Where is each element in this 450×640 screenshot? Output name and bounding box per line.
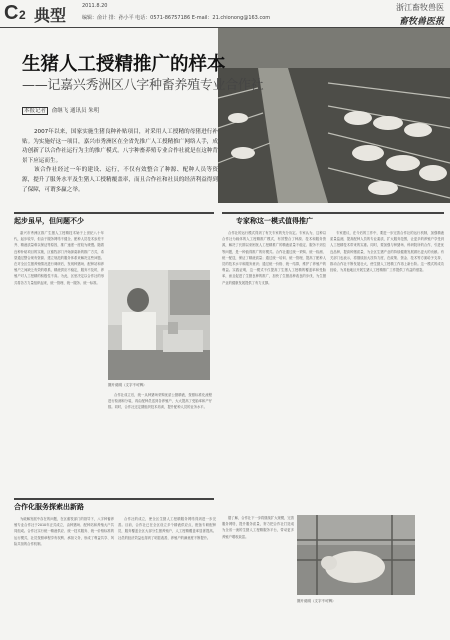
lab-photo-caption: 图片说明（文字不可辨） — [108, 383, 147, 387]
body-column: 合作社成立后，统一从种猪场采购优质公猪精液，按照标准化流程进行检测和分装，再由配种员送到各养殖户，大大提高了受胎率和产仔数。同时，合作社还定期组织技术培训，提升配种人员的业务水平。 — [108, 393, 212, 410]
section-rule — [14, 212, 214, 214]
reporter-label: 本报记者 — [24, 108, 47, 114]
paper-name: 浙江畜牧兽医 — [396, 3, 444, 12]
article-subtitle: ——记嘉兴秀洲区八字种畜养殖专业合作社 — [22, 78, 264, 93]
section-name: 典型 — [34, 6, 67, 25]
body-column: 据了解，合作社下一步将继续扩大规模，完善服务网络，提升服务质量，努力把合作社打造成为全省一流的生猪人工授精服务平台，带动更多养殖户增收致富。 — [222, 516, 294, 539]
section-rule — [14, 498, 214, 500]
section-letter: C — [4, 2, 19, 24]
section-number: 2 — [19, 8, 26, 22]
issue-date: 2011.8.20 — [82, 3, 108, 9]
editor-contact: 编辑：俞计 排：孙小平 电话：0571-86757186 E-mail：21.chionong@163.com — [82, 15, 271, 21]
lead-paragraph: 该合作社经过一年的建设、运行，不仅有效整合了种源、配种人员等资源，提升了服务水平及生猪人工授精覆盖率，而且合作社和社员的经济利益得到了保障，可谓多赢之举。 — [22, 167, 218, 193]
body-column: 专家建议，在今后的工作中，要进一步完善合作社的运行机制，加强精液质量监测，提高配种人员的专业素质，扩大服务范围，让更多的养殖户享受到人工授精技术带来的实惠。同时，要加强与种猪场、科研院所的合作，引进优良品种，提高种猪质量，为全区生猪产业的持续健康发展做出更大的贡献。有关部门也表示，将继续加大扶持力度，在政策、资金、技术等方面给予支持，推动合作社不断发展壮大，使生猪人工授精工作再上新台阶。这一模式的成功经验，为其他地区开展生猪人工授精推广工作提供了有益的借鉴。 — [330, 231, 444, 273]
body-column: 合作社的成立，使全区生猪人工授精服务网络得到进一步完善。目前，合作社已在全区设立多个精液供应点，配备专职配种员，服务覆盖全区大部分生猪养殖户，人工授精覆盖率显著提高。社员的经济效益也得到了明显改善，养殖户的满意度不断提升。 — [118, 517, 216, 540]
section-heading: 起步虽早，但问题不少 — [14, 217, 84, 225]
lab-worker-photo — [108, 270, 210, 380]
section-heading: 合作化服务探索出新路 — [14, 503, 84, 511]
body-column: 为破解发展中存在的问题，在区畜牧部门的指导下，八字种畜养殖专业合作社于2010年正式成立，由种猪场、配种站和养殖大户共同组成。合作社实行统一精液供应、统一技术服务、统一价格标准的运行模式，社员按照章程享有权利、承担义务，形成了利益共享、风险共担的合作机制。 — [14, 517, 114, 546]
page-header — [0, 0, 450, 28]
section-heading: 专家称这一模式值得推广 — [236, 217, 313, 225]
body-column: 嘉兴市秀洲区推广生猪人工授精技术始于上世纪八十年代，起步较早，但由于服务网络不健全、配种人员技术参差不齐、精液质量难以保证等原因，推广速度一度较为缓慢。随着良种补贴项目的实施，区畜牧部门开始探索新的推广方式，希望通过整合现有资源、建立规范的服务体系来解决这些问题。在对全区生猪养殖情况进行调研后，发现种猪场、配种站和养殖户之间缺乏有效的联系，精液供应不稳定，服务不及时，养殖户对人工授精的积极性不高。为此，区里决定以合作社的形式将各方力量组织起来，统一管理、统一服务、统一标准。 — [14, 231, 104, 285]
article-title: 生猪人工授精推广的样本 — [22, 54, 226, 75]
lead-paragraph: 2007年以来，国家实施生猪良种补贴项目，对采用人工授精的母猪进行补贴。为实施好这一项目，嘉兴市秀洲区在全省先推广人工授精推广网络人手，成功创新了以合作社运行为主的推广模式。八字种畜养殖专业合作社就是在这种背景下应运而生。 — [22, 129, 218, 164]
paper-logo: 畜牧兽医报 — [398, 17, 444, 27]
pig-photo-caption: 图片说明（文字不可辨） — [297, 599, 336, 603]
article-lead — [22, 128, 218, 195]
byline — [22, 106, 99, 114]
section-rule — [222, 212, 444, 214]
pig-photo — [297, 515, 415, 595]
reporter-names: 俞继飞 通讯员 朱明 — [51, 108, 100, 114]
body-column: 合作社的运行模式得到了有关专家的充分肯定。专家认为，这种以合作社为载体的人工授精推广模式，有效整合了种源、技术和服务资源，解决了长期以来困扰人工授精推广的精液质量不稳定、服务不到位等问题，是一种值得推广的好模式。合作社通过统一采购、统一检测、统一配送，保证了精液质量；通过统一培训、统一管理，提高了配种人员的技术水平和服务意识；通过统一价格、统一结算，维护了养殖户的利益。实践证明，这一模式不仅提高了生猪人工授精的覆盖率和受胎率，而且促进了生猪良种的推广，加快了生猪品种改良的步伐，为生猪产业的健康发展提供了有力支撑。 — [222, 231, 326, 285]
